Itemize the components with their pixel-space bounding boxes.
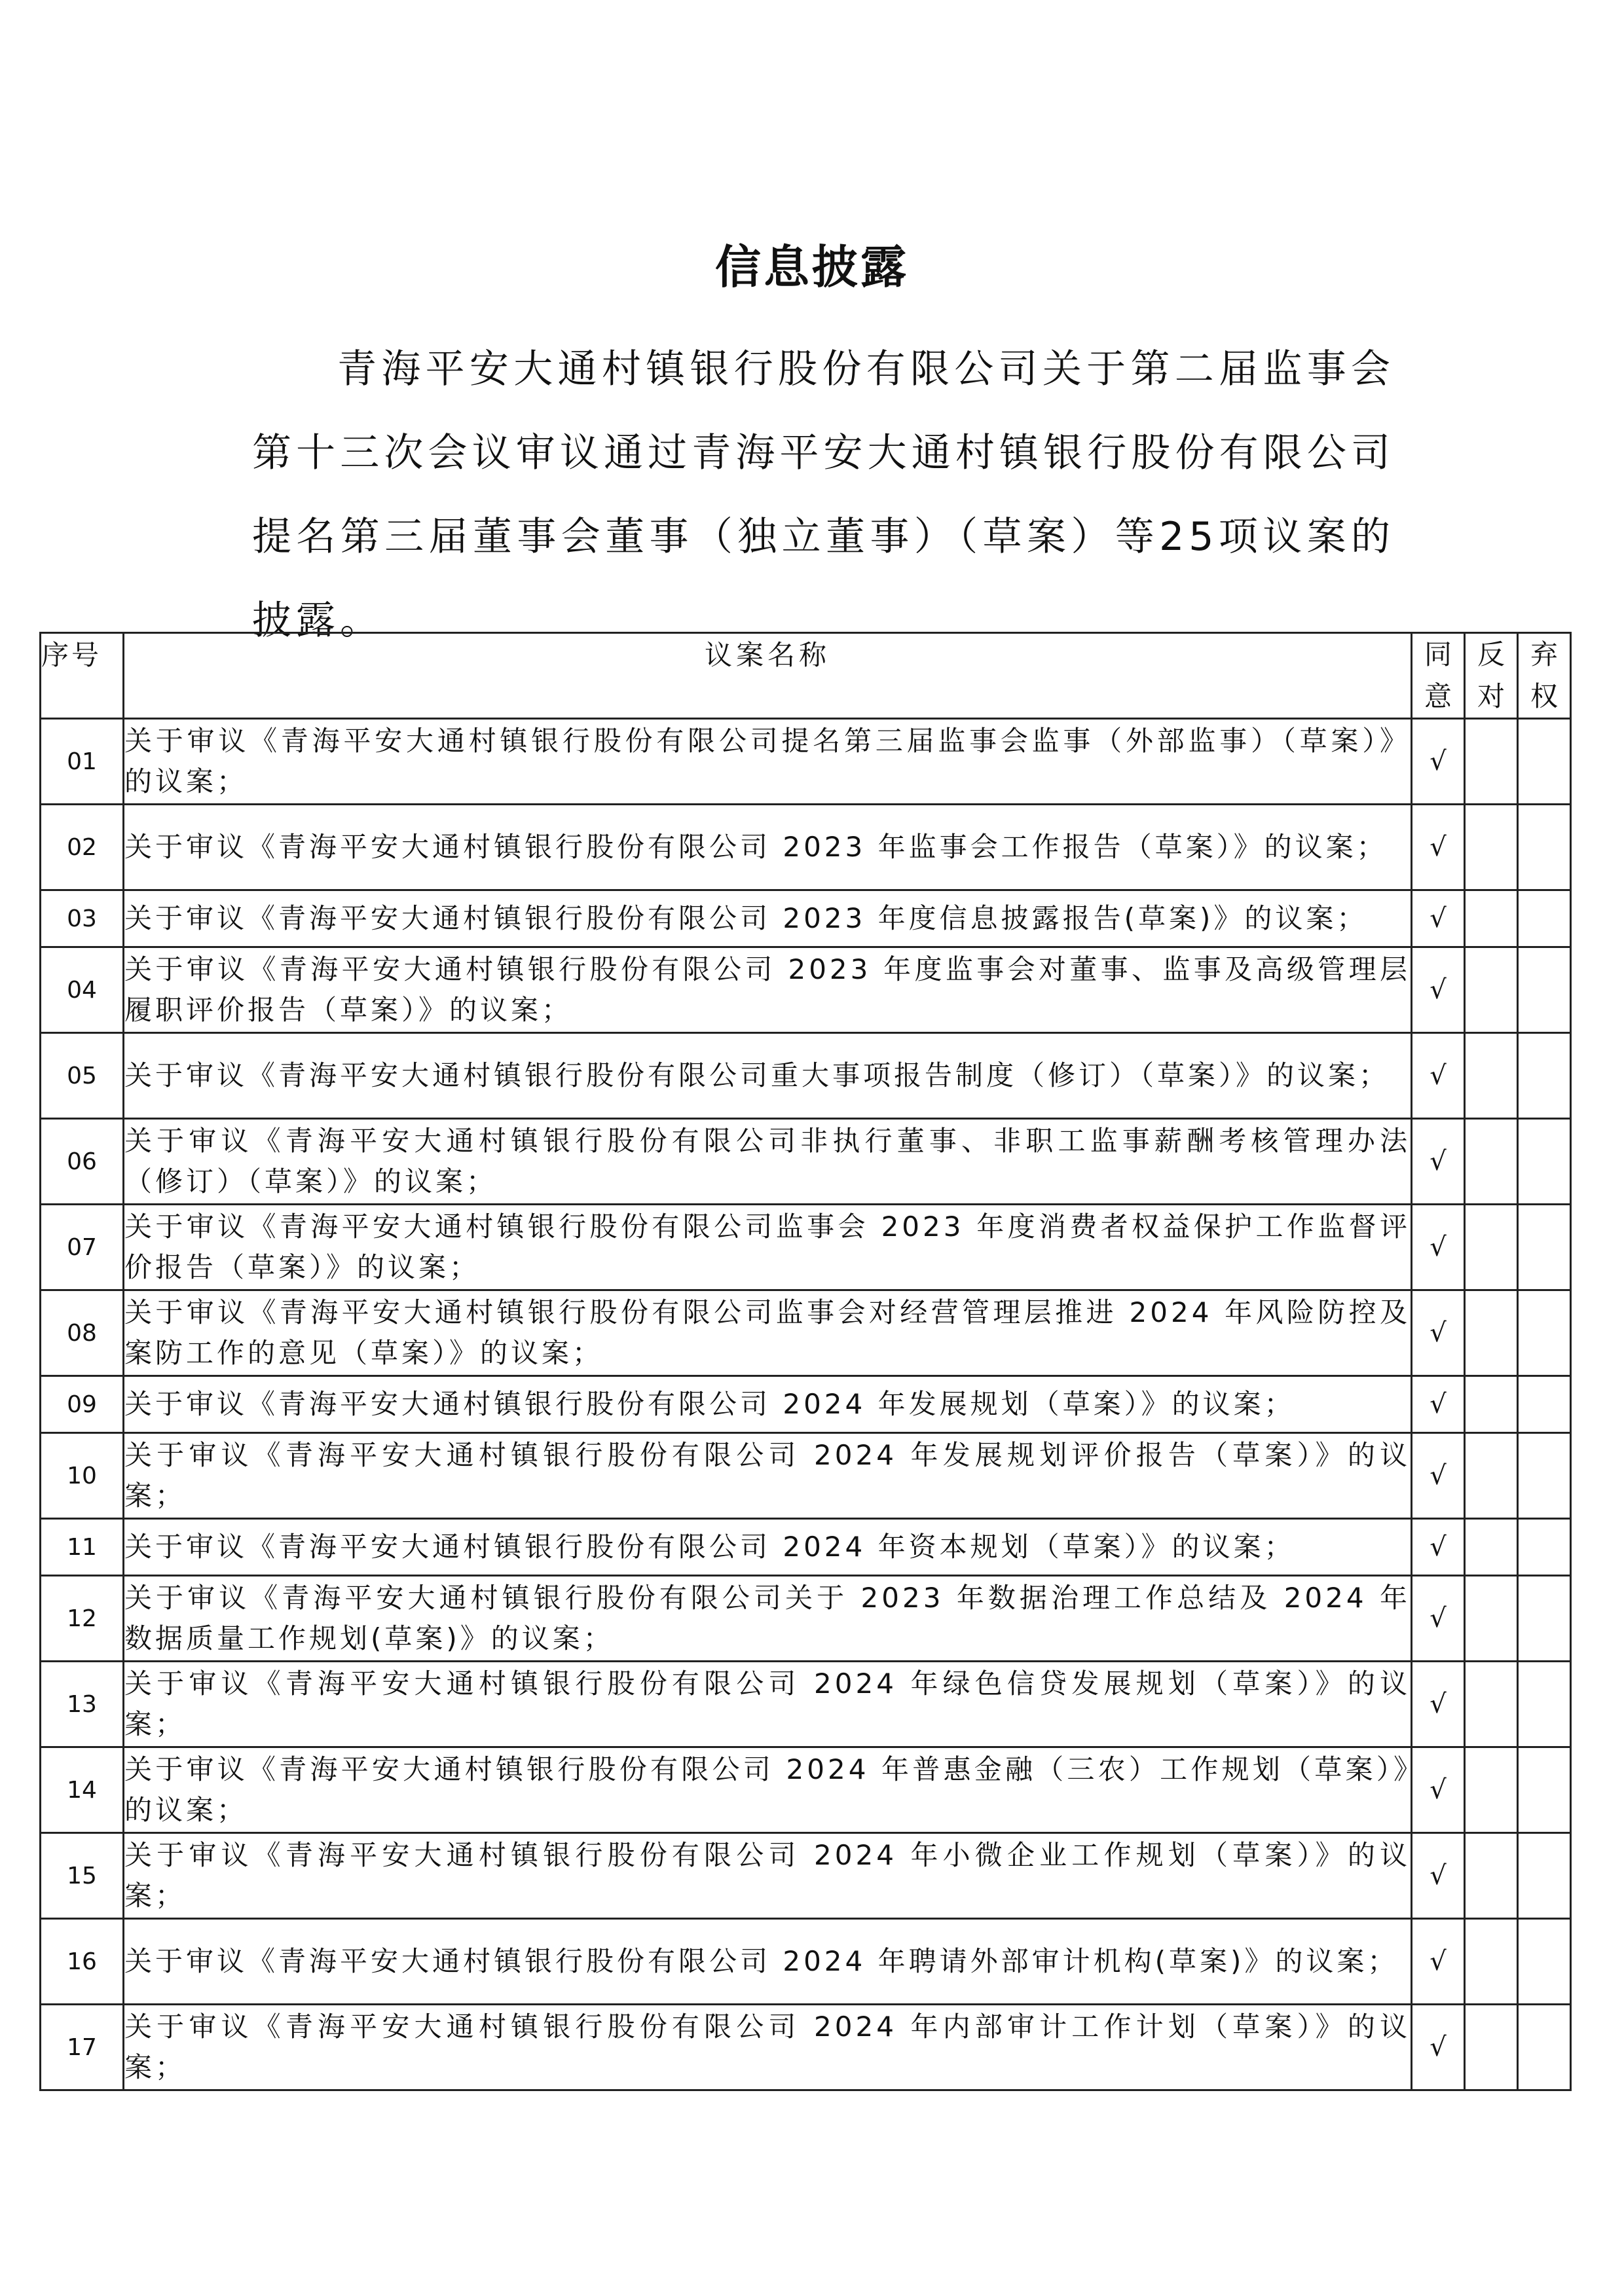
row-abstain (1518, 1576, 1571, 1662)
row-oppose (1465, 1662, 1518, 1747)
row-no: 10 (41, 1433, 124, 1519)
row-name: 关于审议《青海平安大通村镇银行股份有限公司 2023 年度信息披露报告(草案)》的议案； (124, 890, 1412, 947)
row-no: 12 (41, 1576, 124, 1662)
row-abstain (1518, 1033, 1571, 1119)
row-name: 关于审议《青海平安大通村镇银行股份有限公司 2024 年内部审计工作计划（草案）》的议案； (124, 2005, 1412, 2090)
table-row (41, 1662, 1571, 1747)
row-no: 14 (41, 1747, 124, 1833)
row-no: 09 (41, 1376, 124, 1433)
row-oppose (1465, 1433, 1518, 1519)
table-row (41, 1919, 1571, 2005)
row-name: 关于审议《青海平安大通村镇银行股份有限公司提名第三届监事会监事（外部监事）（草案）》的议案； (124, 719, 1412, 805)
row-abstain (1518, 1205, 1571, 1290)
table-header-row (41, 633, 1571, 719)
header-no: 序号 (41, 633, 124, 719)
row-agree: √ (1412, 1662, 1465, 1747)
row-oppose (1465, 1119, 1518, 1205)
row-agree: √ (1412, 1919, 1465, 2005)
table-row (41, 890, 1571, 947)
row-oppose (1465, 2005, 1518, 2090)
row-abstain (1518, 2005, 1571, 2090)
row-agree: √ (1412, 1833, 1465, 1919)
row-abstain (1518, 1747, 1571, 1833)
row-name: 关于审议《青海平安大通村镇银行股份有限公司 2024 年资本规划（草案）》的议案； (124, 1519, 1412, 1576)
row-agree: √ (1412, 719, 1465, 805)
table-row (41, 1576, 1571, 1662)
table-row (41, 1433, 1571, 1519)
row-oppose (1465, 1833, 1518, 1919)
row-oppose (1465, 719, 1518, 805)
row-name: 关于审议《青海平安大通村镇银行股份有限公司 2024 年普惠金融（三农）工作规划（草案）》的议案； (124, 1747, 1412, 1833)
row-no: 11 (41, 1519, 124, 1576)
table-row (41, 1033, 1571, 1119)
row-agree: √ (1412, 1376, 1465, 1433)
row-agree: √ (1412, 1290, 1465, 1376)
header-abstain: 弃权 (1518, 633, 1571, 719)
row-abstain (1518, 1433, 1571, 1519)
row-no: 16 (41, 1919, 124, 2005)
row-oppose (1465, 1919, 1518, 2005)
row-no: 03 (41, 890, 124, 947)
row-name: 关于审议《青海平安大通村镇银行股份有限公司 2023 年度监事会对董事、监事及高级管理层履职评价报告（草案）》的议案； (124, 947, 1412, 1033)
row-agree: √ (1412, 1747, 1465, 1833)
row-agree: √ (1412, 890, 1465, 947)
row-no: 15 (41, 1833, 124, 1919)
row-name: 关于审议《青海平安大通村镇银行股份有限公司 2024 年小微企业工作规划（草案）》的议案； (124, 1833, 1412, 1919)
row-agree: √ (1412, 1519, 1465, 1576)
row-abstain (1518, 947, 1571, 1033)
table-row (41, 719, 1571, 805)
table-row (41, 2005, 1571, 2090)
row-agree: √ (1412, 2005, 1465, 2090)
row-oppose (1465, 947, 1518, 1033)
row-agree: √ (1412, 1576, 1465, 1662)
row-no: 06 (41, 1119, 124, 1205)
row-name: 关于审议《青海平安大通村镇银行股份有限公司重大事项报告制度（修订）（草案）》的议案； (124, 1033, 1412, 1119)
row-agree: √ (1412, 1205, 1465, 1290)
row-oppose (1465, 1747, 1518, 1833)
row-agree: √ (1412, 947, 1465, 1033)
row-oppose (1465, 1519, 1518, 1576)
row-oppose (1465, 1205, 1518, 1290)
header-name: 议案名称 (124, 633, 1412, 719)
document-title: 信息披露 (715, 240, 909, 294)
table-row (41, 1833, 1571, 1919)
row-abstain (1518, 1376, 1571, 1433)
row-no: 08 (41, 1290, 124, 1376)
table-row (41, 1290, 1571, 1376)
row-abstain (1518, 719, 1571, 805)
row-oppose (1465, 1290, 1518, 1376)
row-name: 关于审议《青海平安大通村镇银行股份有限公司 2023 年监事会工作报告（草案）》的议案； (124, 805, 1412, 890)
row-no: 01 (41, 719, 124, 805)
table-row (41, 805, 1571, 890)
row-no: 02 (41, 805, 124, 890)
row-no: 05 (41, 1033, 124, 1119)
table-row (41, 1376, 1571, 1433)
row-oppose (1465, 1576, 1518, 1662)
table-row (41, 1205, 1571, 1290)
row-abstain (1518, 1519, 1571, 1576)
row-oppose (1465, 890, 1518, 947)
row-abstain (1518, 890, 1571, 947)
row-oppose (1465, 1376, 1518, 1433)
row-agree: √ (1412, 805, 1465, 890)
row-abstain (1518, 1119, 1571, 1205)
row-agree: √ (1412, 1433, 1465, 1519)
row-no: 17 (41, 2005, 124, 2090)
table-row (41, 1119, 1571, 1205)
intro-paragraph: 青海平安大通村镇银行股份有限公司关于第二届监事会第十三次会议审议通过青海平安大通村镇银行股份有限公司提名第三届董事会董事（独立董事）（草案）等25项议案的披露。 (252, 346, 1395, 644)
row-abstain (1518, 1833, 1571, 1919)
row-abstain (1518, 1919, 1571, 2005)
row-abstain (1518, 1662, 1571, 1747)
row-name: 关于审议《青海平安大通村镇银行股份有限公司非执行董事、非职工监事薪酬考核管理办法（修订）（草案）》的议案； (124, 1119, 1412, 1205)
row-abstain (1518, 805, 1571, 890)
row-no: 13 (41, 1662, 124, 1747)
row-agree: √ (1412, 1119, 1465, 1205)
table-row (41, 1519, 1571, 1576)
row-abstain (1518, 1290, 1571, 1376)
header-agree: 同意 (1412, 633, 1465, 719)
table-row (41, 1747, 1571, 1833)
table-row (41, 947, 1571, 1033)
row-no: 04 (41, 947, 124, 1033)
row-name: 关于审议《青海平安大通村镇银行股份有限公司 2024 年发展规划评价报告（草案）》的议案； (124, 1433, 1412, 1519)
row-agree: √ (1412, 1033, 1465, 1119)
row-no: 07 (41, 1205, 124, 1290)
header-oppose: 反对 (1465, 633, 1518, 719)
row-name: 关于审议《青海平安大通村镇银行股份有限公司关于 2023 年数据治理工作总结及 2024 年数据质量工作规划(草案)》的议案； (124, 1576, 1412, 1662)
row-oppose (1465, 1033, 1518, 1119)
row-name: 关于审议《青海平安大通村镇银行股份有限公司监事会 2023 年度消费者权益保护工作监督评价报告（草案）》的议案； (124, 1205, 1412, 1290)
motions-table (39, 632, 1572, 2091)
row-name: 关于审议《青海平安大通村镇银行股份有限公司 2024 年聘请外部审计机构(草案)》的议案； (124, 1919, 1412, 2005)
row-name: 关于审议《青海平安大通村镇银行股份有限公司 2024 年绿色信贷发展规划（草案）》的议案； (124, 1662, 1412, 1747)
row-name: 关于审议《青海平安大通村镇银行股份有限公司监事会对经营管理层推进 2024 年风险防控及案防工作的意见（草案）》的议案； (124, 1290, 1412, 1376)
row-oppose (1465, 805, 1518, 890)
row-name: 关于审议《青海平安大通村镇银行股份有限公司 2024 年发展规划（草案）》的议案； (124, 1376, 1412, 1433)
